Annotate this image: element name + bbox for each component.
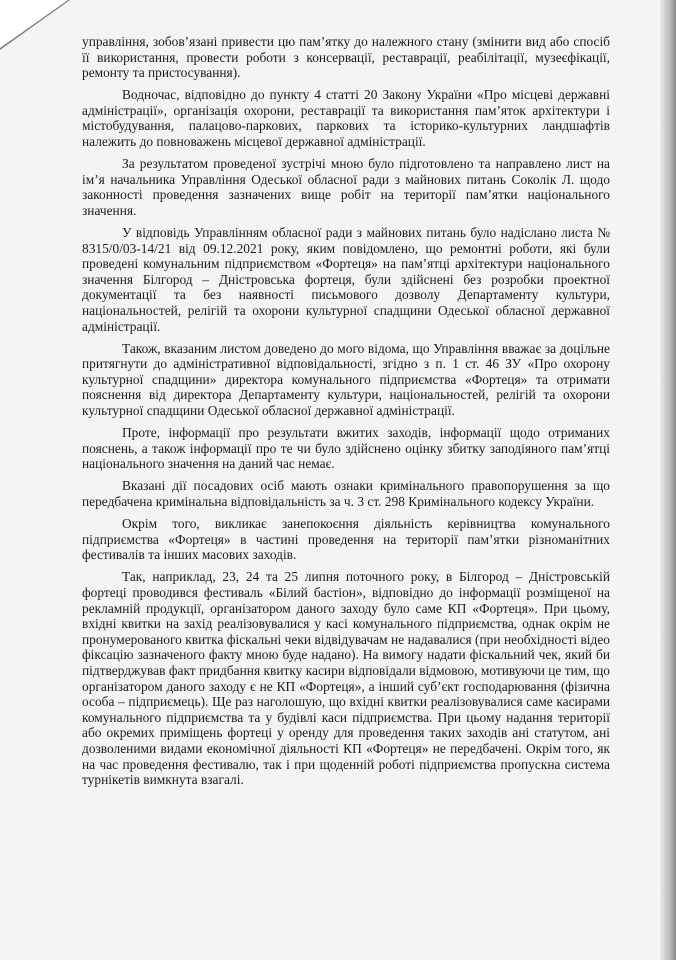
page-edge-shadow (660, 0, 676, 960)
paragraph-6: Проте, інформації про результати вжитих заходів, інформації щодо отриманих пояснень, а також інформації про те чи було здійснено оцінку збитку заподіяного пам’ятці національного значення на даний час немає. (82, 425, 610, 472)
paragraph-1: управління, зобов’язані привести цю пам’ятку до належного стану (змінити вид або спосіб її використання, провести роботи з консервації, реставрації, реабілітації, музеєфікації, ремонту та пристосування). (82, 34, 610, 81)
paragraph-4: У відповідь Управлінням обласної ради з майнових питань було надіслано листа № 8315/0/03-14/21 від 09.12.2021 року, яким повідомлено, що ремонтні роботи, які були проведені комунальним підприємством «Фортеця» на пам’ятці архітектури національного значення Білгород – Дністровська фортеця, були здійснені без розробки проектної документації та без наявності письмового дозволу Департаменту культури, національностей, релігій та охорони культурної спадщини Одеської обласної державної адміністрації. (82, 225, 610, 334)
paragraph-7: Вказані дії посадових осіб мають ознаки кримінального правопорушення за що передбачена кримінальна відповідальність за ч. 3 ст. 298 Кримінального кодексу України. (82, 478, 610, 510)
paragraph-3: За результатом проведеної зустрічі мною було підготовлено та направлено лист на ім’я начальника Управління Одеської обласної ради з майнових питань Соколік Л. щодо законності проведення зазначених вище робіт на території пам’ятки національного значення. (82, 156, 610, 218)
folded-corner (0, 0, 68, 48)
document-body (82, 34, 610, 794)
paragraph-5: Також, вказаним листом доведено до мого відома, що Управління вважає за доцільне притягнути до адміністративної відповідальності, згідно з п. 1 ст. 46 ЗУ «Про охорону культурної спадщини» директора комунального підприємства «Фортеця» та отримати пояснення від директора Департаменту культури, національностей, релігій та охорони культурної спадщини Одеської обласної державної адміністрації. (82, 340, 610, 419)
paragraph-9: Так, наприклад, 23, 24 та 25 липня поточного року, в Білгород – Дністровській фортеці проводився фестиваль «Білий бастіон», відповідно до інформації розміщеної на рекламній продукції, організатором даного заходу було саме КП «Фортеця». При цьому, вхідні квитки на захід реалізовувалися у касі комунального підприємства, однак окрім не пронумерованого квитка фіскальні чеки відвідувачам не надавалися (при необхідності відео фіксацію зазначеного факту мною буде надано). На вимогу надати фіскальний чек, який би підтверджував факт придбання квитку касири відповідали відмовою, мотивуючи це тим, що організатором даного заходу є не КП «Фортеця», а інший суб’єкт господарювання (фізична особа – підприємець). Ще раз наголошую, що вхідні квитки реалізовувалися саме касирами комунального підприємства та у будівлі каси підприємства. При цьому надання території або окремих приміщень фортеці у оренду для проведення таких заходів ані статутом, ані дозволеними видами економічної діяльності КП «Фортеця» не передбачені. Окрім того, як на час проведення фестивалю, так і при щоденній роботі підприємства пропускна система турнікетів вимкнута взагалі. (82, 569, 610, 788)
paragraph-2: Водночас, відповідно до пункту 4 статті 20 Закону України «Про місцеві державні адміністрації», організація охорони, реставрації та використання пам’яток архітектури і містобудування, палацово-паркових, паркових та історико-культурних ландшафтів належить до повноважень місцевої державної адміністрації. (82, 87, 610, 150)
paragraph-8: Окрім того, викликає занепокоєння діяльність керівництва комунального підприємства «Фортеця» в частині проведення на території пам’ятки різноманітних фестивалів та інших масових заходів. (82, 516, 610, 563)
